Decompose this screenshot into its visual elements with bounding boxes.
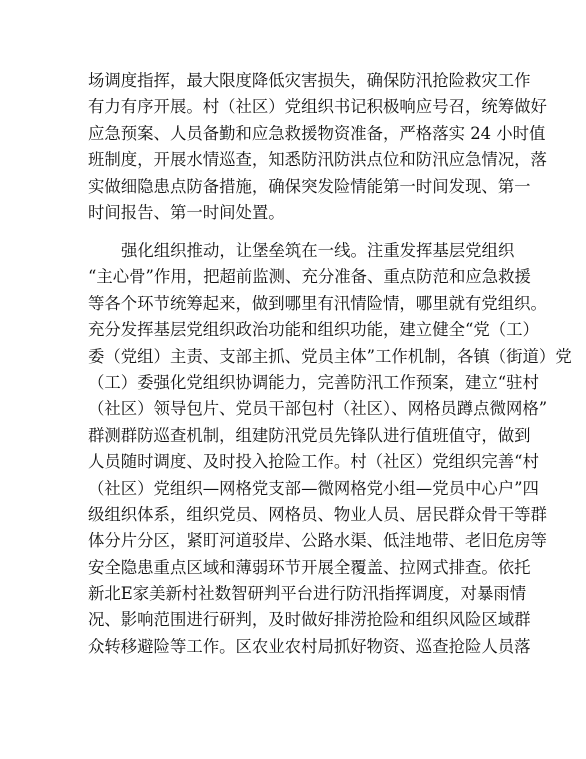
text-line: 体分片分区，紧盯河道驳岸、公路水渠、低洼地带、老旧危房等: [88, 531, 547, 551]
text-line: 众转移避险等工作。区农业农村局抓好物资、巡查抢险人员落: [88, 636, 531, 656]
text-line: 强化组织推动，让堡垒筑在一线。注重发挥基层党组织: [121, 241, 515, 260]
text-line: 安全隐患重点区域和薄弱环节开展全覆盖、拉网式排查。依托: [88, 557, 531, 577]
text-line: 等各个环节统筹起来，做到哪里有汛情险情，哪里就有党组织。: [88, 293, 547, 313]
text-line: （工）委强化党组织协调能力，完善防汛工作预案，建立“驻村: [88, 372, 539, 392]
text-line: 时间报告、第一时间处置。: [88, 202, 285, 222]
text-line: 实做细隐患点防备措施，确保突发险情能第一时间发现、第一: [88, 176, 531, 196]
text-line: 应急预案、人员备勤和应急救援物资准备，严格落实 24 小时值: [88, 123, 546, 143]
text-line: 群测群防巡查机制，组建防汛党员先锋队进行值班值守，做到: [88, 425, 531, 445]
paragraph-2: [88, 238, 572, 660]
text-line: 有力有序开展。村（社区）党组织书记积极响应号召，统筹做好: [88, 97, 547, 117]
text-line: 班制度，开展水情巡查，知悉防汛防洪点位和防汛应急情况，落: [88, 150, 547, 170]
text-line: 委（党组）主责、支部主抓、党员主体”工作机制，各镇（街道）党: [88, 346, 572, 366]
text-line: 充分发挥基层党组织政治功能和组织功能，建立健全“党（工）: [88, 320, 539, 340]
text-line: 况、影响范围进行研判，及时做好排涝抢险和组织风险区域群: [88, 610, 531, 630]
text-line: “主心骨”作用，把超前监测、充分准备、重点防范和应急救援: [88, 267, 531, 287]
text-line: （社区）领导包片、党员干部包村（社区）、网格员蹲点微网格”: [88, 399, 548, 419]
text-line: （社区）党组织—网格党支部—微网格党小组—党员中心户”四: [88, 478, 539, 498]
text-line: 新北E家美新村社数智研判平台进行防汛指挥调度，对暴雨情: [88, 584, 527, 604]
paragraph-1: [88, 68, 547, 226]
text-line: 人员随时调度、及时投入抢险工作。村（社区）党组织完善“村: [88, 452, 539, 472]
text-line: 场调度指挥，最大限度降低灾害损失，确保防汛抢险救灾工作: [88, 71, 531, 90]
text-line: 级组织体系，组织党员、网格员、物业人员、居民群众骨干等群: [88, 504, 547, 524]
